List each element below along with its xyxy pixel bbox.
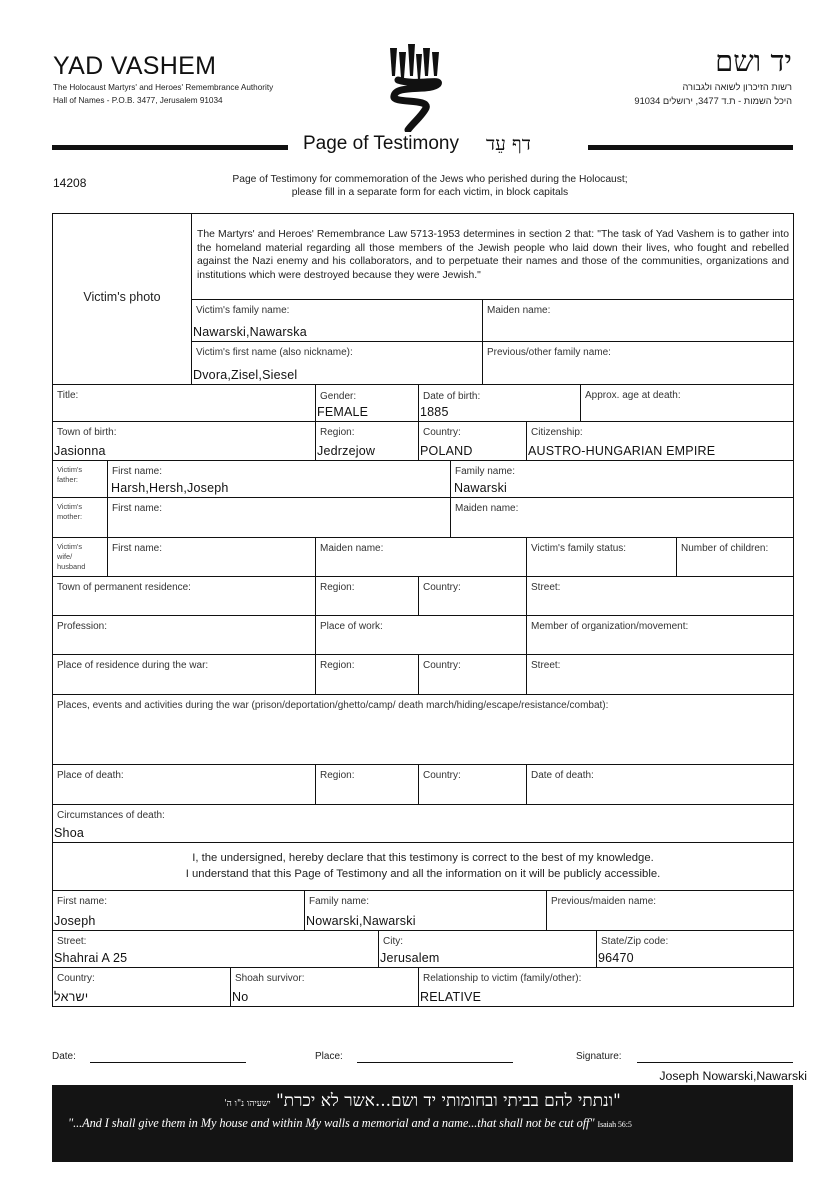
serial-number: 14208 <box>53 176 87 190</box>
victim-family-name-value: Nawarski,Nawarska <box>193 325 307 339</box>
victim-maiden-name-field[interactable] <box>482 299 794 342</box>
relationship-label: Relationship to victim (family/other): <box>423 973 582 984</box>
submitter-city-field[interactable] <box>378 930 597 968</box>
residence-street-field[interactable] <box>526 576 794 616</box>
spouse-maiden-name-field[interactable] <box>315 537 527 577</box>
residence-region-field[interactable] <box>315 576 419 616</box>
organization-label: Member of organization/movement: <box>531 621 689 632</box>
submitter-zip-field[interactable] <box>596 930 794 968</box>
citizenship-value: AUSTRO-HUNGARIAN EMPIRE <box>528 444 716 458</box>
intro-line-2: please fill in a separate form for each victim, in block capitals <box>291 187 569 198</box>
residence-town-field[interactable] <box>52 576 316 616</box>
org-name-hebrew: יד ושם <box>715 44 792 78</box>
birth-region-label: Region: <box>320 427 355 438</box>
mother-first-name-field[interactable] <box>107 497 451 538</box>
submitter-previous-name-label: Previous/maiden name: <box>551 896 657 907</box>
spouse-row-label <box>52 537 108 577</box>
place-of-work-field[interactable] <box>315 615 527 655</box>
victim-photo-box[interactable] <box>52 213 192 385</box>
signer-name: Joseph Nowarski,Nawarski <box>659 1069 807 1083</box>
residence-country-field[interactable] <box>418 576 527 616</box>
place-of-death-label: Place of death: <box>57 770 124 781</box>
org-address: Hall of Names - P.O.B. 3477, Jerusalem 91034 <box>53 96 223 105</box>
yad-vashem-menorah-logo-icon <box>386 40 446 132</box>
submitter-family-name-field[interactable] <box>304 890 547 931</box>
victim-family-name-label: Victim's family name: <box>196 305 290 316</box>
organization-field[interactable] <box>526 615 794 655</box>
spouse-row-label-line3: husband <box>57 562 86 571</box>
mother-row-label-line1: Victim's <box>57 502 83 511</box>
town-of-birth-value: Jasionna <box>54 444 106 458</box>
relationship-field[interactable] <box>418 967 794 1007</box>
org-name: YAD VASHEM <box>53 52 217 80</box>
victim-dob-field[interactable] <box>418 384 581 422</box>
circumstances-of-death-label: Circumstances of death: <box>57 810 165 821</box>
date-of-death-field[interactable] <box>526 764 794 805</box>
family-status-field[interactable] <box>526 537 677 577</box>
death-country-field[interactable] <box>418 764 527 805</box>
submitter-country-label: Country: <box>57 973 95 984</box>
place-line-input[interactable] <box>357 1062 513 1063</box>
victim-title-field[interactable] <box>52 384 316 422</box>
victim-maiden-name-label: Maiden name: <box>487 305 551 316</box>
victim-title-label: Title: <box>57 390 79 401</box>
birth-country-field[interactable] <box>418 421 527 461</box>
father-family-name-label: Family name: <box>455 466 516 477</box>
submitter-first-name-field[interactable] <box>52 890 305 931</box>
banner-hebrew <box>52 1091 793 1111</box>
number-of-children-field[interactable] <box>676 537 794 577</box>
submitter-zip-value: 96470 <box>598 951 634 965</box>
birth-region-value: Jedrzejow <box>317 444 376 458</box>
declaration-box <box>52 842 794 891</box>
victim-gender-label: Gender: <box>320 391 357 402</box>
declaration-line-2: I understand that this Page of Testimony and all the information on it will be publicly accessible. <box>185 868 661 880</box>
form-title-hebrew: דף עֵד <box>486 133 531 155</box>
intro-line-1: Page of Testimony for commemoration of the Jews who perished during the Holocaust; <box>232 174 628 185</box>
shoah-survivor-value: No <box>232 990 249 1004</box>
death-region-field[interactable] <box>315 764 419 805</box>
mother-row-label-line2: mother: <box>57 512 83 521</box>
victim-family-name-field[interactable] <box>191 299 483 342</box>
submitter-city-label: City: <box>383 936 403 947</box>
war-country-field[interactable] <box>418 654 527 695</box>
father-row-label-line1: Victim's <box>57 465 83 474</box>
birth-country-value: POLAND <box>420 444 473 458</box>
mother-maiden-name-label: Maiden name: <box>455 503 519 514</box>
banner-hebrew-source: ישעיהו נ"ו ה' <box>224 1099 271 1109</box>
death-region-label: Region: <box>320 770 355 781</box>
signature-label: Signature: <box>576 1051 622 1062</box>
law-text: The Martyrs' and Heroes' Remembrance Law 5713-1953 determines in section 2 that: "The task of Yad Vashem is to gather into the homeland material regarding all those members of the Jewish people who laid down their lives, who fought and rebelled against the Nazi enemy and his collaborators, and to perpetuate their names and those of the communities, organizations and institutions which were destroyed because they were Jewish." <box>197 229 789 281</box>
spouse-first-name-field[interactable] <box>107 537 316 577</box>
citizenship-label: Citizenship: <box>531 427 583 438</box>
number-of-children-label: Number of children: <box>681 543 769 554</box>
profession-label: Profession: <box>57 621 108 632</box>
signature-line-input[interactable] <box>637 1062 793 1063</box>
banner-english <box>68 1116 783 1131</box>
victim-first-name-field[interactable] <box>191 341 483 385</box>
form-title: Page of Testimony <box>303 133 459 154</box>
org-subtitle: The Holocaust Martyrs' and Heroes' Remembrance Authority <box>53 83 274 92</box>
org-address-hebrew: היכל השמות - ת.ד 3477, ירושלים 91034 <box>634 96 792 106</box>
law-text-box <box>191 213 794 300</box>
submitter-family-name-value: Nowarski,Nawarski <box>306 914 416 928</box>
victim-first-name-value: Dvora,Zisel,Siesel <box>193 368 298 382</box>
org-subtitle-hebrew: רשות הזיכרון לשואה ולגבורה <box>682 82 792 92</box>
war-street-field[interactable] <box>526 654 794 695</box>
submitter-street-label: Street: <box>57 936 87 947</box>
shoah-survivor-field[interactable] <box>230 967 419 1007</box>
family-status-label: Victim's family status: <box>531 543 627 554</box>
banner-hebrew-quote: "ונתתי להם בביתי ובחומותי יד ושם...אשר לא יכרת" <box>275 1091 621 1111</box>
submitter-family-name-label: Family name: <box>309 896 370 907</box>
mother-row-label <box>52 497 108 538</box>
circumstances-of-death-field[interactable] <box>52 804 794 843</box>
spouse-first-name-label: First name: <box>112 543 163 554</box>
place-of-work-label: Place of work: <box>320 621 383 632</box>
father-first-name-value: Harsh,Hersh,Joseph <box>111 481 229 495</box>
residence-street-label: Street: <box>531 582 561 593</box>
place-of-death-field[interactable] <box>52 764 316 805</box>
death-country-label: Country: <box>423 770 461 781</box>
spouse-row-label-line1: Victim's <box>57 542 83 551</box>
victim-dob-label: Date of birth: <box>423 391 481 402</box>
victim-gender-value: FEMALE <box>317 405 369 419</box>
relationship-value: RELATIVE <box>420 990 482 1004</box>
submitter-country-value: ישראל <box>54 990 89 1004</box>
profession-field[interactable] <box>52 615 316 655</box>
war-street-label: Street: <box>531 660 561 671</box>
residence-town-label: Town of permanent residence: <box>57 582 191 593</box>
citizenship-field[interactable] <box>526 421 794 461</box>
spouse-row-label-line2: wife/ <box>57 552 73 561</box>
residence-country-label: Country: <box>423 582 461 593</box>
war-residence-label: Place of residence during the war: <box>57 660 209 671</box>
place-label: Place: <box>315 1051 343 1062</box>
war-residence-field[interactable] <box>52 654 316 695</box>
victim-gender-field[interactable] <box>315 384 419 422</box>
victim-previous-name-label: Previous/other family name: <box>487 347 611 358</box>
war-events-field[interactable] <box>52 694 794 765</box>
father-first-name-label: First name: <box>112 466 163 477</box>
town-of-birth-label: Town of birth: <box>57 427 117 438</box>
circumstances-of-death-value: Shoa <box>54 826 84 840</box>
residence-region-label: Region: <box>320 582 355 593</box>
father-first-name-field[interactable] <box>107 460 451 498</box>
victim-age-at-death-field[interactable] <box>580 384 794 422</box>
victim-age-at-death-label: Approx. age at death: <box>585 390 681 401</box>
mother-first-name-label: First name: <box>112 503 163 514</box>
father-family-name-field[interactable] <box>450 460 794 498</box>
victim-previous-name-field[interactable] <box>482 341 794 385</box>
submitter-previous-name-field[interactable] <box>546 890 794 931</box>
submitter-street-value: Shahrai A 25 <box>54 951 128 965</box>
submitter-first-name-value: Joseph <box>54 914 96 928</box>
mother-maiden-name-field[interactable] <box>450 497 794 538</box>
shoah-survivor-label: Shoah survivor: <box>235 973 305 984</box>
father-family-name-value: Nawarski <box>454 481 507 495</box>
victim-first-name-label: Victim's first name (also nickname): <box>196 347 353 358</box>
date-label: Date: <box>52 1051 76 1062</box>
war-country-label: Country: <box>423 660 461 671</box>
victim-dob-value: 1885 <box>420 405 449 419</box>
date-line-input[interactable] <box>90 1062 246 1063</box>
spouse-maiden-name-label: Maiden name: <box>320 543 384 554</box>
banner-english-source: Isaiah 56:5 <box>597 1120 632 1129</box>
submitter-city-value: Jerusalem <box>380 951 440 965</box>
date-of-death-label: Date of death: <box>531 770 594 781</box>
intro-text <box>150 173 710 199</box>
declaration-line-1: I, the undersigned, hereby declare that this testimony is correct to the best of my knowledge. <box>192 852 654 864</box>
header-rule-left <box>52 145 288 150</box>
war-region-label: Region: <box>320 660 355 671</box>
birth-country-label: Country: <box>423 427 461 438</box>
submitter-first-name-label: First name: <box>57 896 108 907</box>
birth-region-field[interactable] <box>315 421 419 461</box>
father-row-label-line2: father: <box>57 475 78 484</box>
victim-photo-label: Victim's photo <box>83 290 161 304</box>
father-row-label <box>52 460 108 498</box>
banner-english-quote: "...And I shall give them in My house and within My walls a memorial and a name...that shall not be cut off" <box>68 1116 595 1130</box>
quote-banner <box>52 1085 793 1162</box>
header-rule-right <box>588 145 793 150</box>
war-region-field[interactable] <box>315 654 419 695</box>
war-events-label: Places, events and activities during the war (prison/deportation/ghetto/camp/ death march/hiding/escape/resistance/combat): <box>57 700 609 711</box>
submitter-country-field[interactable] <box>52 967 231 1007</box>
town-of-birth-field[interactable] <box>52 421 316 461</box>
submitter-street-field[interactable] <box>52 930 379 968</box>
submitter-zip-label: State/Zip code: <box>601 936 669 947</box>
